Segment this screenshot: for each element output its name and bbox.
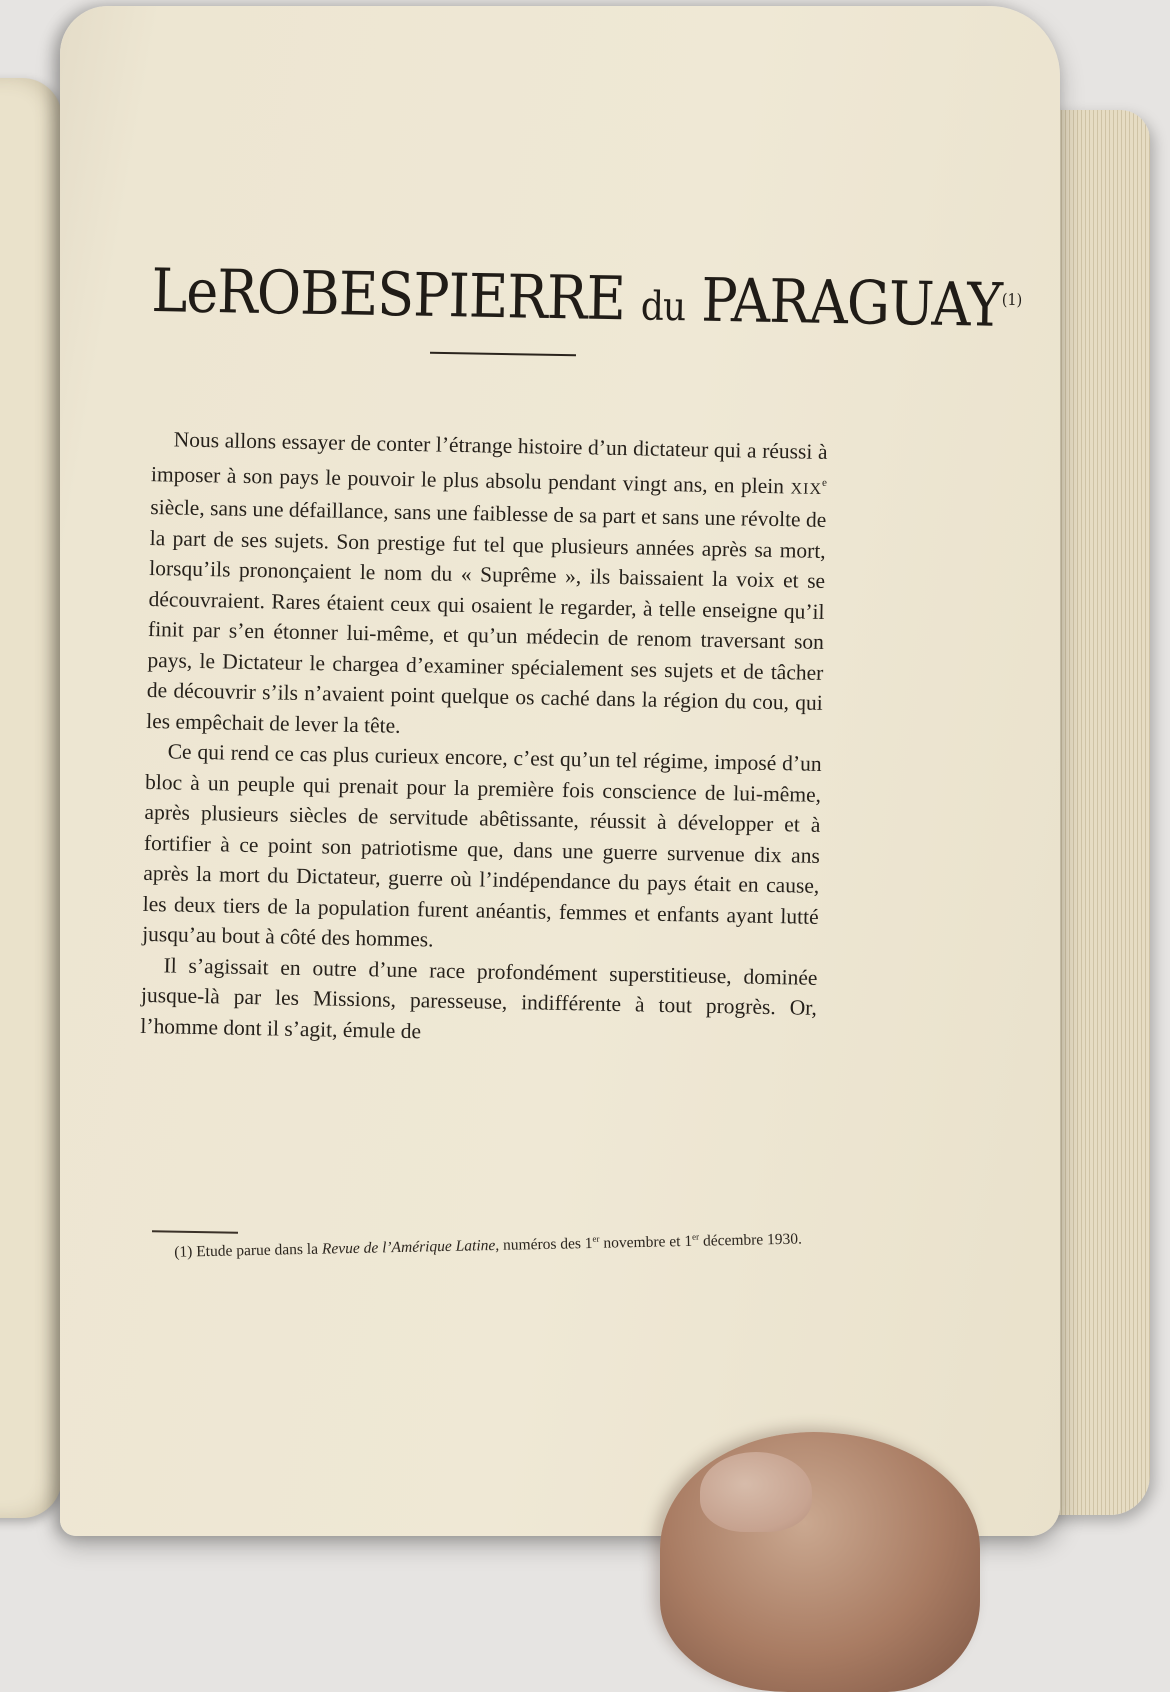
footnote-part-b: numéros des 1 xyxy=(499,1234,593,1254)
footnote-rule xyxy=(152,1230,238,1233)
footnote-part-c: novembre et 1 xyxy=(599,1232,693,1252)
thumbnail-nail xyxy=(700,1452,812,1532)
title-word-le: Le xyxy=(150,256,218,328)
title-word-du: du xyxy=(640,283,686,331)
page-title xyxy=(150,256,1023,341)
title-footnote-mark: (1) xyxy=(1001,289,1023,310)
footnote-sup-2: er xyxy=(691,1231,700,1242)
century-numeral: XIX xyxy=(790,479,823,498)
title-rule xyxy=(430,352,576,357)
footnote xyxy=(152,1224,828,1263)
footnote-part-a: (1) Etude parue dans la xyxy=(174,1240,323,1261)
paragraph-1-start: Nous allons essayer de conter l’étrange histoire d’un dictateur qui a réussi à imposer à son pays le pouvoir le plus absolu pendant vingt ans, en plein xyxy=(150,427,828,498)
body-text xyxy=(140,424,828,1054)
paragraph-1-end: siècle, sans une défaillance, sans une faiblesse de sa part et sans une révolte de la part de ses sujets. Son prestige fut tel que plusieurs années après sa mort, lorsqu’ils prononçaient le nom du « Suprême », ils baissaient la voix et se découvraient. Rares étaient ceux qui osaient le regarder, à telle enseigne qu’il finit par s’en étonner lui-même, et qu’un médecin de renom traversant son pays, le Dictateur le chargea d’examiner spécialement ses sujets et de tâcher de découvrir s’ils n’avaient point quelque os caché dans la région du cou, qui les empêchait de lever la tête. xyxy=(146,495,827,738)
footnote-part-d: décembre 1930. xyxy=(698,1230,803,1250)
footnote-journal: Revue de l’Amérique Latine, xyxy=(321,1236,500,1258)
book-page xyxy=(60,6,1060,1536)
century-sup: e xyxy=(821,476,828,489)
paragraph-1 xyxy=(146,424,828,749)
left-page-edge xyxy=(0,78,62,1518)
title-word-paraguay: PARAGUAY xyxy=(700,265,1003,341)
paragraph-3: Il s’agissait en outre d’une race profondément superstitieuse, dominée jusque-là par les Missions, paresseuse, indifférente à tout progrès. Or, l’homme dont il s’agit, émule de xyxy=(140,952,818,1043)
title-word-robespierre: ROBESPIERRE xyxy=(216,257,626,335)
footnote-sup-1: er xyxy=(592,1233,600,1244)
footnote-text xyxy=(152,1224,828,1263)
paragraph-2: Ce qui rend ce cas plus curieux encore, c’est qu’un tel régime, imposé d’un bloc à un peuple qui prenait pour la première fois conscience de lui-même, après plusieurs siècles de servitude abêtissante, réussit à développer et à fortifier à ce point son patriotisme que, dans une guerre survenue dix ans après la mort du Dictateur, guerre où l’indépendance du pays était en cause, les deux tiers de la population furent anéantis, femmes et enfants ayant lutté jusqu’au bout à côté des hommes. xyxy=(141,739,822,952)
